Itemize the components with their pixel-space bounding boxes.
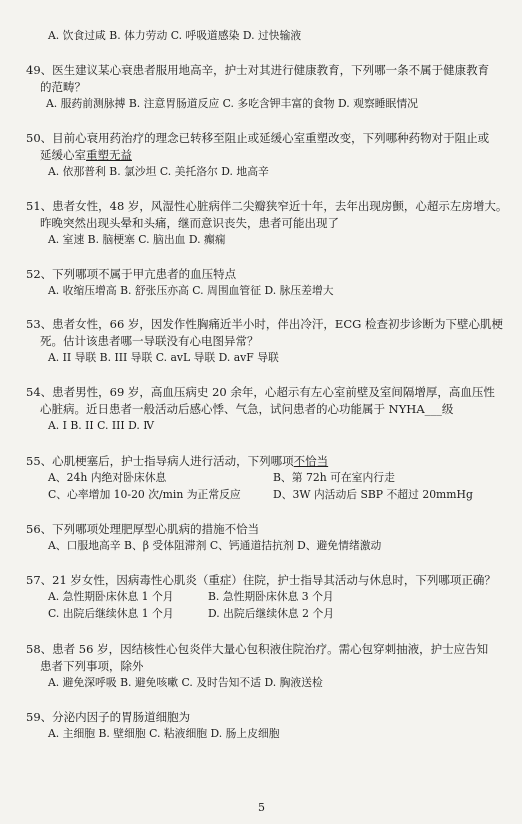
q57-option-a: A. 急性期卧床休息 1 个月 <box>48 590 174 603</box>
q52-options: A. 收缩压增高 B. 舒张压亦高 C. 周围血管征 D. 脉压差增大 <box>48 284 334 297</box>
q58-stem-line1: 58、患者 56 岁，因结核性心包炎伴大量心包积液住院治疗。需心包穿刺抽液，护士应告知 <box>26 642 489 656</box>
q55-option-d: D、3W 内活动后 SBP 不超过 20mmHg <box>273 488 473 501</box>
q50-stem-line1: 50、目前心衰用药治疗的理念已转移至阻止或延缓心室重塑改变，下列哪种药物对于阻止或 <box>26 131 490 145</box>
q51-stem-line1: 51、患者女性，48 岁，风湿性心脏病伴二尖瓣狭窄近十年，去年出现房颤，心超示左房增大。 <box>26 199 508 213</box>
q57-option-d: D. 出院后继续休息 2 个月 <box>208 607 335 620</box>
q57-option-c: C. 出院后继续休息 1 个月 <box>48 607 174 620</box>
q52-stem: 52、下列哪项不属于甲亢患者的血压特点 <box>26 267 237 281</box>
q50-underlined-phrase: 重塑无益 <box>86 148 132 162</box>
q58-options: A. 避免深呼吸 B. 避免咳嗽 C. 及时告知不适 D. 胸液送检 <box>48 676 323 689</box>
q57-stem: 57、21 岁女性，因病毒性心肌炎（重症）住院，护士指导其活动与休息时，下列哪项正确？ <box>26 573 496 587</box>
q49-options: A. 服药前测脉搏 B. 注意胃肠道反应 C. 多吃含钾丰富的食物 D. 观察睡眠情况 <box>46 97 418 110</box>
q55-option-a: A、24h 内绝对卧床休息 <box>48 471 167 484</box>
q59-stem: 59、分泌内因子的胃肠道细胞为 <box>26 710 191 724</box>
q56-options: A、口服地高辛 B、β 受体阻滞剂 C、钙通道拮抗剂 D、避免情绪激动 <box>48 539 382 552</box>
q48-options: A. 饮食过咸 B. 体力劳动 C. 呼吸道感染 D. 过快输液 <box>48 29 302 42</box>
q53-stem-line1: 53、患者女性，66 岁，因发作性胸痛近半小时，伴出冷汗，ECG 检查初步诊断为下壁心肌梗 <box>26 317 503 331</box>
q56-stem: 56、下列哪项处理肥厚型心肌病的措施不恰当 <box>26 522 260 536</box>
q58-stem-line2: 患者下列事项，除外 <box>40 659 144 673</box>
q57-option-b: B. 急性期卧床休息 3 个月 <box>208 590 334 603</box>
q50-options: A. 依那普利 B. 氯沙坦 C. 美托洛尔 D. 地高辛 <box>48 165 269 178</box>
q51-options: A. 室速 B. 脑梗塞 C. 脑出血 D. 癫痫 <box>48 233 226 246</box>
q54-stem-line1: 54、患者男性，69 岁，高血压病史 20 余年，心超示有左心室前壁及室间隔增厚，高血压性 <box>26 385 495 399</box>
q55-option-b: B、第 72h 可在室内行走 <box>273 471 395 484</box>
page-number: 5 <box>258 801 265 814</box>
q53-options: A. II 导联 B. III 导联 C. avL 导联 D. avF 导联 <box>48 351 279 364</box>
q55-stem <box>26 454 328 468</box>
q55-option-c: C、心率增加 10-20 次/min 为正常反应 <box>48 488 241 501</box>
q59-options: A. 主细胞 B. 壁细胞 C. 粘液细胞 D. 肠上皮细胞 <box>48 727 280 740</box>
q55-stem-text: 55、心肌梗塞后，护士指导病人进行活动，下列哪项 <box>26 454 294 468</box>
q49-stem-line1: 49、医生建议某心衰患者服用地高辛，护士对其进行健康教育，下列哪一条不属于健康教育 <box>26 63 490 77</box>
q49-stem-line2: 的范畴？ <box>40 80 86 94</box>
q50-stem-line2-text: 延缓心室 <box>40 148 86 162</box>
q54-options: A. I B. II C. III D. Ⅳ <box>48 419 155 432</box>
q55-underlined-phrase: 不恰当 <box>293 454 329 468</box>
q51-stem-line2: 昨晚突然出现头晕和头痛，继而意识丧失，患者可能出现了 <box>40 216 339 230</box>
q50-stem-line2 <box>40 148 132 162</box>
q54-stem-line2: 心脏病。近日患者一般活动后感心悸、气急，试问患者的心功能属于 NYHA___级 <box>40 402 454 416</box>
q53-stem-line2: 死。估计该患者哪一导联没有心电图异常？ <box>40 334 259 348</box>
